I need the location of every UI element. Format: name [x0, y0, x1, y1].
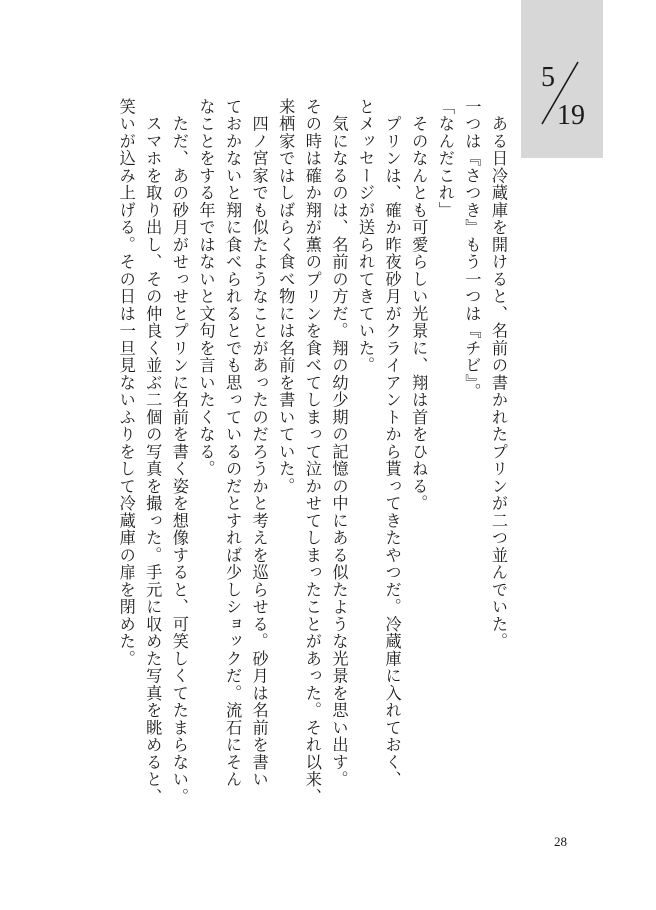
text-line: なことをする年ではないと文句を言いたくなる。	[196, 98, 216, 478]
text-line: プリンは、確か昨夜砂月がクライアントから貰ってきたやつだ。冷蔵庫に入れておく、	[382, 98, 402, 788]
text-line: ておかないと翔に食べられるとでも思っているのだとすれば少しショックだ。流石にそん	[223, 98, 243, 788]
text-line: 来栖家ではしばらく食べ物には名前を書いていた。	[276, 98, 296, 495]
text-line: 四ノ宮家でも似たようなことがあったのだろうかと考えを巡らせる。砂月は名前を書い	[249, 98, 269, 788]
text-line: 気になるのは、名前の方だ。翔の幼少期の記憶の中にある似たような光景を思い出す。	[329, 98, 349, 788]
body-text	[116, 98, 511, 838]
text-line: スマホを取り出し、その仲良く並ぶ二個の写真を撮った。手元に収めた写真を眺めると、	[143, 98, 163, 806]
text-line: ある日冷蔵庫を開けると、名前の書かれたプリンが二つ並んでいた。	[489, 98, 508, 650]
text-line: ただ、あの砂月がせっせとプリンに名前を書く姿を想像すると、可笑しくてたまらない。	[169, 98, 189, 806]
date-box	[521, 0, 603, 158]
page-number: 28	[554, 834, 567, 849]
text-line: 笑いが込み上げる。その日は一旦見ないふりをして冷蔵庫の扉を閉めた。	[116, 98, 136, 668]
date-month: 5	[541, 62, 555, 93]
text-line: 「なんだこれ」	[435, 98, 455, 219]
slash-divider-icon	[521, 0, 603, 158]
text-line: とメッセージが送られてきていた。	[356, 98, 376, 374]
date-day: 19	[557, 100, 585, 131]
text-line: そのなんとも可愛らしい光景に、翔は首をひねる。	[409, 98, 429, 512]
text-line: その時は確か翔が薫のプリンを食べてしまって泣かせてしまったことがあった。それ以来、	[302, 98, 322, 806]
text-line: 一つは『さつき』もう一つは『チビ』。	[462, 98, 482, 401]
